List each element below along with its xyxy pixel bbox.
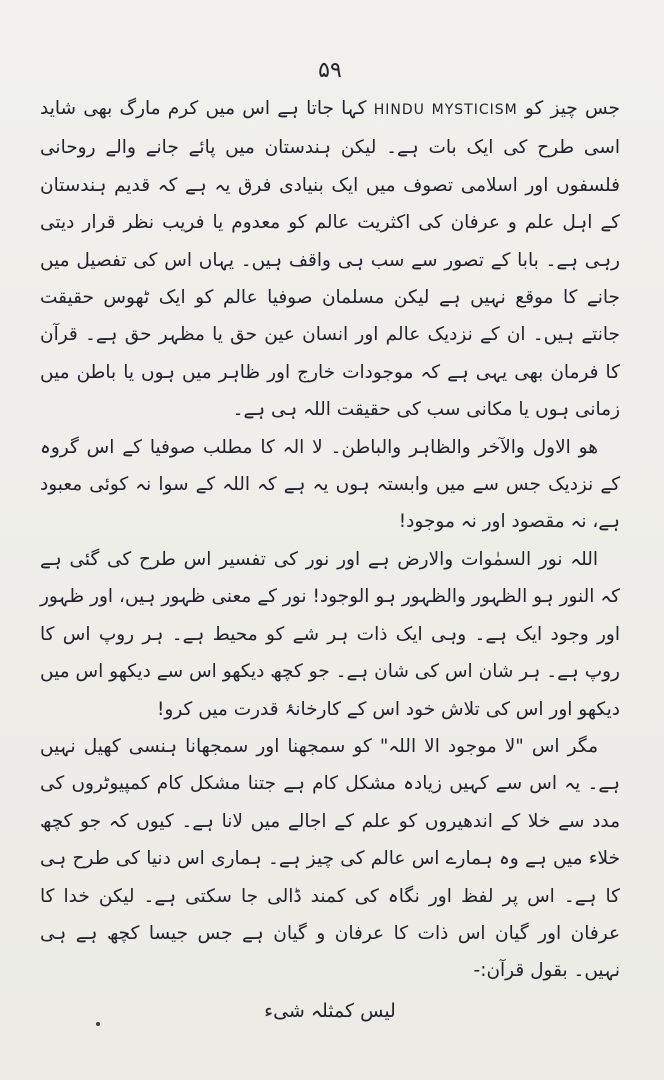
paragraph-1-start: جس چیز کو xyxy=(517,98,620,119)
page-body xyxy=(40,90,620,990)
paragraph-4: مگر اس "لا موجود الا اللہ" کو سمجھنا اور سمجھانا ہنسی کھیل نہیں ہے۔ یہ اس سے کہیں زیادہ مشکل کام ہے جتنا مشکل کام کمپیوٹروں کی مدد سے خلا کے اندھیروں کو علم کے اجالے میں لانا ہے۔ کیوں کہ جو کچھ خلاء میں ہے وہ ہمارے اس عالم کی چیز ہے۔ ہماری اس دنیا کی طرح ہی کا ہے۔ اس پر لفظ اور نگاہ کی کمند ڈالی جا سکتی ہے۔ لیکن خدا کا عرفان اور گیان اس ذات کا عرفان و گیان ہے جس جیسا کچھ ہے ہی نہیں۔ بقول قرآن:- xyxy=(40,735,620,982)
quran-quote: لیس کمثلہ شیء xyxy=(264,999,396,1022)
paper-speck xyxy=(96,1022,100,1026)
paragraph-2: ھو الاول والآخر والظاہر والباطن۔ لا الہ کا مطلب صوفیا کے اس گروہ کے نزدیک جس سے میں وابستہ ہوں یہ ہے کہ اللہ کے سوا نہ کوئی معبود ہے، نہ مقصود اور نہ موجود! xyxy=(40,436,620,533)
paragraph-1 xyxy=(40,90,620,429)
paragraph-1-rest: کہا جاتا ہے اس میں کرم مارگ بھی شاید اسی طرح کی ایک بات ہے۔ لیکن ہندستان میں پائے جانے والے روحانی فلسفوں اور اسلامی تصوف میں ایک بنیادی فرق یہ ہے کہ قدیم ہندستان کے اہل علم و عرفان کی اکثریت عالم کو معدوم یا فریب نظر قرار دیتی رہی ہے۔ بابا کے تصور سے سب ہی واقف ہیں۔ یہاں اس کی تفصیل میں جانے کا موقع نہیں ہے لیکن مسلمان صوفیا عالم کو ایک ٹھوس حقیقت جانتے ہیں۔ ان کے نزدیک عالم اور انسان عین حق یا مظہر حق ہے۔ قرآن کا فرمان بھی یہی ہے کہ موجودات خارج اور ظاہر میں ہوں یا باطن میں زمانی ہوں یا مکانی سب کی حقیقت اللہ ہی ہے۔ xyxy=(40,98,620,421)
page-number: ۵۹ xyxy=(318,58,342,83)
latin-term: HINDU MYSTICISM xyxy=(373,102,518,118)
paragraph-3: اللہ نور السمٰوات والارض ہے اور نور کی تفسیر اس طرح کی گئی ہے کہ النور ہو الظہور والظہور ہو الوجود! نور کے معنی ظہور ہیں، اور ظہور اور وجود ایک ہے۔ وہی ایک ذات ہر شے کو محیط ہے۔ ہر روپ اس کا روپ ہے۔ ہر شان اس کی شان ہے۔ جو کچھ دیکھو اس سے دیکھو اس میں دیکھو اور اس کی تلاش خود اس کے کارخانۂ قدرت میں کرو! xyxy=(40,548,620,720)
